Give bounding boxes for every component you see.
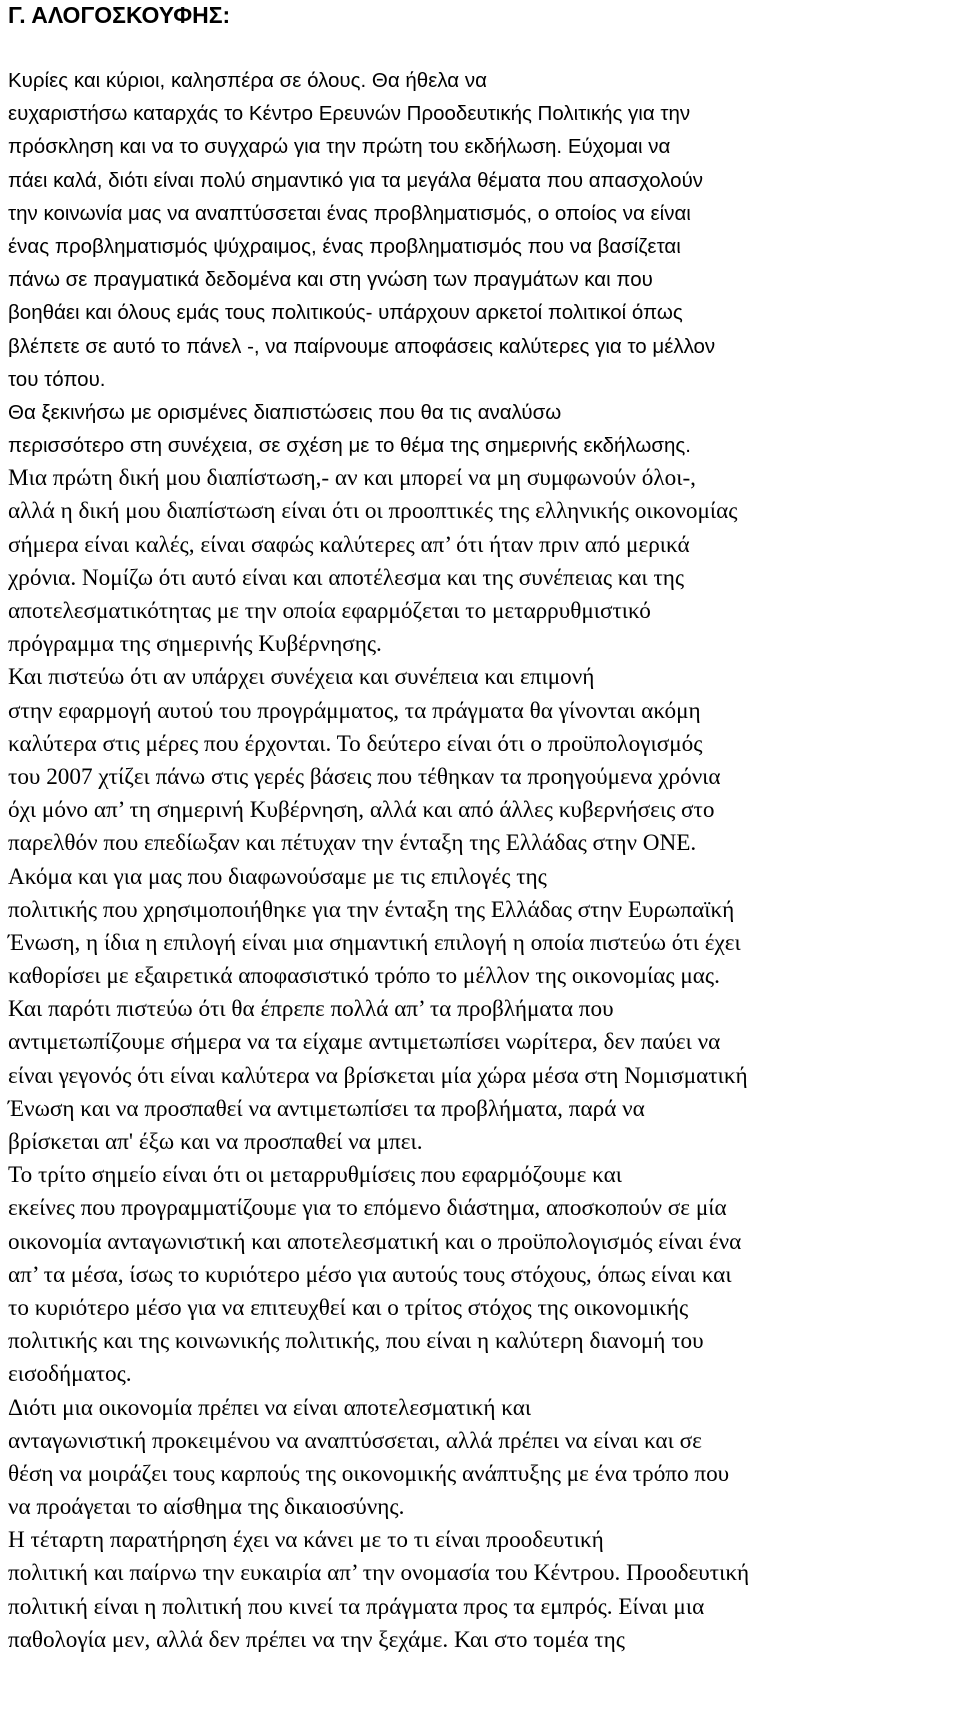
text-line: του 2007 χτίζει πάνω στις γερές βάσεις που τέθηκαν τα προηγούμενα χρόνια: [8, 763, 721, 790]
text-line: Θα ξεκινήσω με ορισμένες διαπιστώσεις που θα τις αναλύσω: [8, 400, 562, 424]
speech-text: [8, 64, 956, 1657]
text-line: ένας προβληματισμός ψύχραιμος, ένας προβληματισμός που να βασίζεται: [8, 234, 681, 258]
text-line: Και παρότι πιστεύω ότι θα έπρεπε πολλά απ’ τα προβλήματα που: [8, 996, 614, 1023]
text-line: παρελθόν που επεδίωξαν και πέτυχαν την ένταξη της Ελλάδας στην ΟΝΕ.: [8, 830, 697, 857]
text-line: απ’ τα μέσα, ίσως το κυριότερο μέσο για αυτούς τους στόχους, όπως είναι και: [8, 1261, 732, 1288]
text-line: σήμερα είναι καλές, είναι σαφώς καλύτερες απ’ ότι ήταν πριν από μερικά: [8, 531, 690, 558]
text-line: καλύτερα στις μέρες που έρχονται. Το δεύτερο είναι ότι ο προϋπολογισμός: [8, 730, 703, 757]
text-line: πολιτική είναι η πολιτική που κινεί τα πράγματα προς τα εμπρός. Είναι μια: [8, 1593, 705, 1620]
text-line: Και πιστεύω ότι αν υπάρχει συνέχεια και συνέπεια και επιμονή: [8, 664, 595, 691]
text-line: ευχαριστήσω καταρχάς το Κέντρο Ερευνών Προοδευτικής Πολιτικής για την: [8, 102, 691, 126]
text-line: Μια πρώτη δική μου διαπίστωση,- αν και μπορεί να μη συμφωνούν όλοι-,: [8, 465, 696, 492]
text-line: Η τέταρτη παρατήρηση έχει να κάνει με το τι είναι προοδευτική: [8, 1527, 604, 1554]
text-line: βοηθάει και όλους εμάς τους πολιτικούς- υπάρχουν αρκετοί πολιτικοί όπως: [8, 301, 683, 325]
text-line: αντιμετωπίζουμε σήμερα να τα είχαμε αντιμετωπίσει νωρίτερα, δεν παύει να: [8, 1029, 721, 1056]
text-line: περισσότερο στη συνέχεια, σε σχέση με το θέμα της σημερινής εκδήλωσης.: [8, 434, 691, 458]
text-line: Ένωση και να προσπαθεί να αντιμετωπίσει τα προβλήματα, παρά να: [8, 1095, 645, 1122]
text-line: παθολογία μεν, αλλά δεν πρέπει να την ξεχάμε. Και στο τομέα της: [8, 1626, 625, 1653]
text-line: Κυρίες και κύριοι, καλησπέρα σε όλους. Θα ήθελα να: [8, 69, 487, 92]
text-line: είναι γεγονός ότι είναι καλύτερα να βρίσκεται μία χώρα μέσα στη Νομισματική: [8, 1062, 748, 1089]
text-line: το κυριότερο μέσο για να επιτευχθεί και ο τρίτος στόχος της οικονομικής: [8, 1294, 689, 1321]
text-line: την κοινωνία μας να αναπτύσσεται ένας προβληματισμός, ο οποίος να είναι: [8, 201, 691, 225]
text-line: Ένωση, η ίδια η επιλογή είναι μια σημαντική επιλογή η οποία πιστεύω ότι έχει: [8, 929, 741, 956]
text-line: Διότι μια οικονομία πρέπει να είναι αποτελεσματική και: [8, 1394, 532, 1421]
text-line: πολιτική και παίρνω την ευκαιρία απ’ την ονομασία του Κέντρου. Προοδευτική: [8, 1560, 750, 1587]
text-line: βρίσκεται απ' έξω και να προσπαθεί να μπει.: [8, 1129, 423, 1155]
text-line: πολιτικής που χρησιμοποιήθηκε για την ένταξη της Ελλάδας στην Ευρωπαϊκή: [8, 896, 735, 923]
text-line: στην εφαρμογή αυτού του προγράμματος, τα πράγματα θα γίνονται ακόμη: [8, 697, 701, 724]
text-line: πρόγραμμα της σημερινής Κυβέρνησης.: [8, 631, 382, 658]
text-line: θέση να μοιράζει τους καρπούς της οικονομικής ανάπτυξης με ένα τρόπο που: [8, 1460, 730, 1487]
text-line: Το τρίτο σημείο είναι ότι οι μεταρρυθμίσεις που εφαρμόζουμε και: [8, 1162, 623, 1189]
text-line: εκείνες που προγραμματίζουμε για το επόμενο διάστημα, αποσκοπούν σε μία: [8, 1195, 727, 1222]
text-line: πολιτικής και της κοινωνικής πολιτικής, που είναι η καλύτερη διανομή του: [8, 1328, 704, 1355]
text-line: καθορίσει με εξαιρετικά αποφασιστικό τρόπο το μέλλον της οικονομίας μας.: [8, 963, 720, 990]
text-line: αποτελεσματικότητας με την οποία εφαρμόζεται το μεταρρυθμιστικό: [8, 598, 651, 624]
text-line: όχι μόνο απ’ τη σημερινή Κυβέρνηση, αλλά και από άλλες κυβερνήσεις στο: [8, 797, 715, 824]
text-line: πάνω σε πραγματικά δεδομένα και στη γνώση των πραγμάτων και που: [8, 268, 653, 292]
text-line: εισοδήματος.: [8, 1361, 132, 1388]
speaker-heading: Γ. ΑΛΟΓΟΣΚΟΥΦΗΣ:: [8, 2, 231, 28]
text-line: αλλά η δική μου διαπίστωση είναι ότι οι προοπτικές της ελληνικής οικονομίας: [8, 498, 738, 525]
text-line: οικονομία ανταγωνιστική και αποτελεσματική και ο προϋπολογισμός είναι ένα: [8, 1228, 742, 1255]
text-line: πάει καλά, διότι είναι πολύ σημαντικό για τα μεγάλα θέματα που απασχολούν: [8, 168, 704, 192]
text-line: χρόνια. Νομίζω ότι αυτό είναι και αποτέλεσμα και της συνέπειας και της: [8, 564, 685, 591]
text-line: του τόπου.: [8, 367, 106, 391]
document-page: [8, 0, 956, 1657]
text-line: πρόσκληση και να το συγχαρώ για την πρώτη του εκδήλωση. Εύχομαι να: [8, 135, 671, 159]
text-line: Ακόμα και για μας που διαφωνούσαμε με τις επιλογές της: [8, 863, 547, 890]
text-line: βλέπετε σε αυτό το πάνελ -, να παίρνουμε αποφάσεις καλύτερες για το μέλλον: [8, 334, 716, 358]
text-line: ανταγωνιστική προκειμένου να αναπτύσσεται, αλλά πρέπει να είναι και σε: [8, 1427, 702, 1454]
text-line: να προάγεται το αίσθημα της δικαιοσύνης.: [8, 1494, 405, 1521]
